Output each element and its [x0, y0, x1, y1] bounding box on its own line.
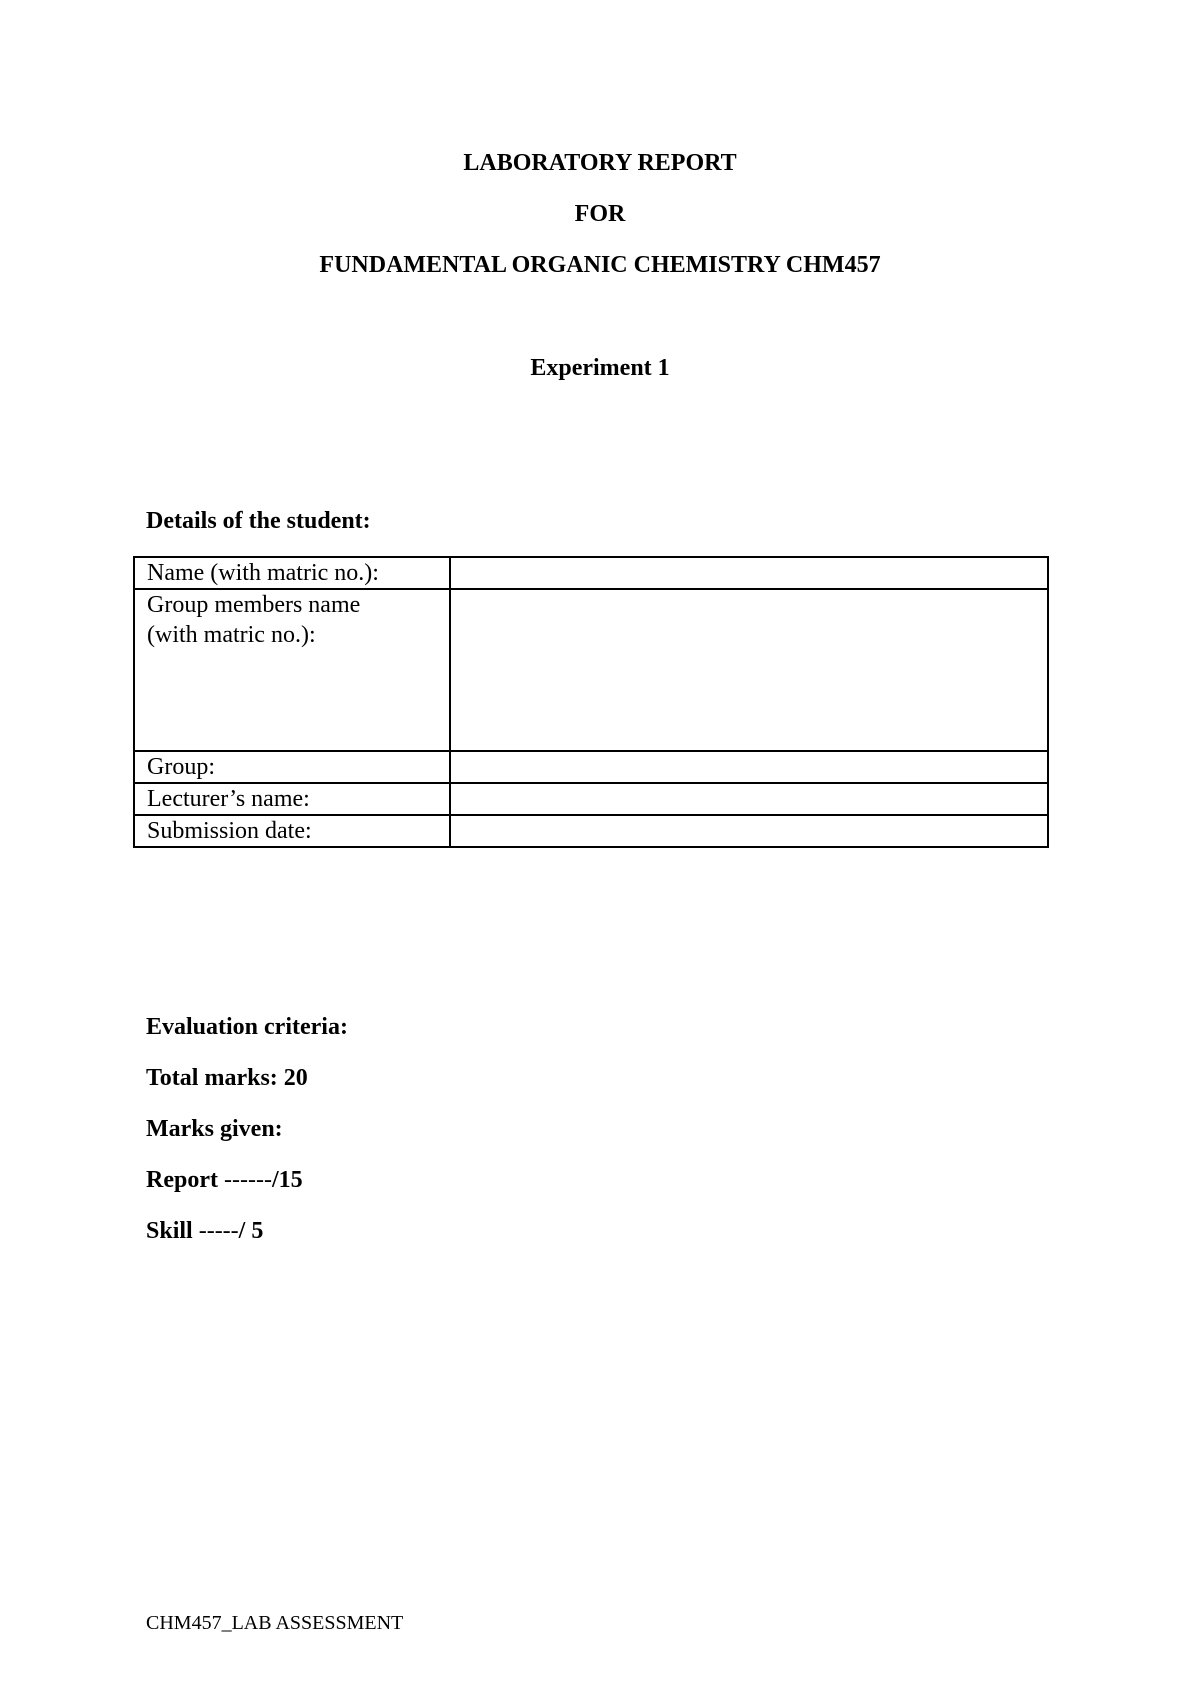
total-marks-value: 20: [283, 1065, 308, 1091]
page-footer: CHM457_LAB ASSESSMENT: [146, 1612, 404, 1634]
report-title: LABORATORY REPORT: [463, 150, 737, 176]
name-value-cell[interactable]: [450, 557, 1048, 589]
marks-given-label: Marks given:: [146, 1116, 283, 1142]
report-score-blank[interactable]: ------: [223, 1167, 272, 1193]
group-members-label-cell: [134, 589, 450, 751]
evaluation-heading: Evaluation criteria:: [146, 1014, 348, 1040]
skill-score-max: / 5: [238, 1218, 264, 1244]
submission-date-value-cell[interactable]: [450, 815, 1048, 847]
name-label-cell: [134, 557, 450, 589]
report-score-line: [146, 1165, 303, 1195]
lecturer-label: Lecturer’s name:: [147, 786, 310, 812]
table-row: [134, 815, 1048, 847]
course-title: FUNDAMENTAL ORGANIC CHEMISTRY CHM457: [319, 252, 881, 278]
total-marks-line: [146, 1063, 308, 1093]
submission-date-label-cell: [134, 815, 450, 847]
table-row: [134, 783, 1048, 815]
table-row: [134, 751, 1048, 783]
student-details-table: [133, 556, 1049, 848]
lecturer-label-cell: [134, 783, 450, 815]
skill-score-blank[interactable]: -----: [198, 1218, 239, 1244]
group-label-cell: [134, 751, 450, 783]
details-heading: Details of the student:: [146, 508, 371, 534]
total-marks-label: Total marks:: [146, 1065, 278, 1091]
experiment-title: Experiment 1: [530, 355, 670, 381]
group-value-cell[interactable]: [450, 751, 1048, 783]
lecturer-value-cell[interactable]: [450, 783, 1048, 815]
table-row: [134, 557, 1048, 589]
group-members-label: Group members name (with matric no.):: [147, 592, 361, 648]
submission-date-label: Submission date:: [147, 818, 312, 844]
report-title-for: FOR: [574, 201, 626, 227]
table-row: [134, 589, 1048, 751]
report-score-max: /15: [271, 1167, 303, 1193]
skill-score-label: Skill: [146, 1218, 193, 1244]
group-members-value-cell[interactable]: [450, 589, 1048, 751]
skill-score-line: [146, 1216, 263, 1246]
report-score-label: Report: [146, 1167, 218, 1193]
group-label: Group:: [147, 754, 215, 780]
name-label: Name (with matric no.):: [147, 560, 379, 586]
